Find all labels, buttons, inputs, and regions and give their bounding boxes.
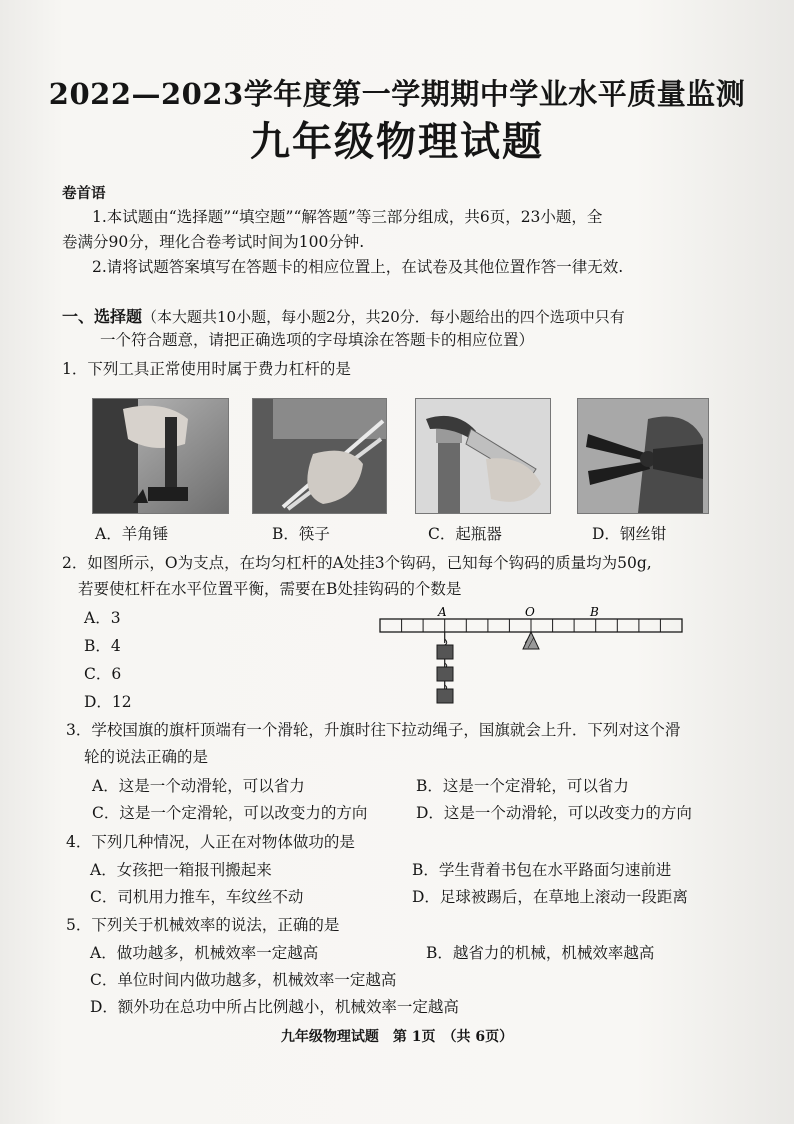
section1-instructions-2: 一个符合题意，请把正确选项的字母填涂在答题卡的相应位置） <box>100 331 535 349</box>
q2-option-c: C．6 <box>84 665 122 683</box>
q5-option-d: D．额外功在总功中所占比例越小，机械效率一定越高 <box>90 998 459 1016</box>
q3-option-a: A．这是一个动滑轮，可以省力 <box>92 777 305 795</box>
section1-instructions: （本大题共10小题，每小题2分，共20分．每小题给出的四个选项中只有 <box>142 308 625 326</box>
q4-option-b: B．学生背着书包在水平路面匀速前进 <box>412 861 672 879</box>
q2-option-b: B．4 <box>84 637 121 655</box>
preface-line-2: 2.请将试题答案填写在答题卡的相应位置上，在试卷及其他位置作答一律无效. <box>92 258 624 276</box>
q1-stem: 1．下列工具正常使用时属于费力杠杆的是 <box>62 360 351 378</box>
label-b: B <box>590 605 599 619</box>
preface-heading: 卷首语 <box>62 185 106 202</box>
q2-stem-line-1: 2．如图所示，O为支点，在均匀杠杆的A处挂3个钩码，已知每个钩码的质量均为50g, <box>62 554 652 572</box>
q2-option-d: D．12 <box>84 693 132 711</box>
q3-option-d: D．这是一个动滑轮，可以改变力的方向 <box>416 804 692 822</box>
hook-weights-icon <box>437 632 453 703</box>
q4-option-d: D．足球被踢后，在草地上滚动一段距离 <box>412 888 688 906</box>
preface-line-1b: 卷满分90分，理化合卷考试时间为100分钟. <box>62 233 365 251</box>
q5-option-a: A．做功越多，机械效率一定越高 <box>90 944 319 962</box>
section1-title: 一、选择题 <box>62 307 143 326</box>
q1-option-d: D．钢丝钳 <box>592 525 667 543</box>
q5-option-c: C．单位时间内做功越多，机械效率一定越高 <box>90 971 397 989</box>
fulcrum-icon <box>523 632 539 649</box>
q3-option-c: C．这是一个定滑轮，可以改变力的方向 <box>92 804 368 822</box>
q1-option-c: C．起瓶器 <box>428 525 502 543</box>
q3-option-b: B．这是一个定滑轮，可以省力 <box>416 777 629 795</box>
exam-subtitle: 九年级物理试题 <box>250 118 544 165</box>
q1-photo-chopsticks <box>252 398 387 514</box>
page-footer: 九年级物理试题 第 1页 （共 6页） <box>280 1029 514 1045</box>
q1-option-b: B．筷子 <box>272 525 330 543</box>
label-o: O <box>525 605 535 619</box>
q2-stem-line-2: 若要使杠杆在水平位置平衡，需要在B处挂钩码的个数是 <box>78 580 462 598</box>
section1-heading <box>62 304 625 327</box>
q5-option-b: B．越省力的机械，机械效率越高 <box>426 944 655 962</box>
q3-stem-line-1: 3．学校国旗的旗杆顶端有一个滑轮，升旗时往下拉动绳子，国旗就会上升．下列对这个滑 <box>66 721 681 739</box>
exam-title: 2022—2023学年度第一学期期中学业水平质量监测 <box>48 77 746 111</box>
q4-option-a: A．女孩把一箱报刊搬起来 <box>90 861 272 879</box>
q1-photo-hammer <box>92 398 229 514</box>
q2-lever-diagram <box>378 603 688 708</box>
preface-line-1a: 1.本试题由“选择题”“填空题”“解答题”等三部分组成，共6页，23小题，全 <box>92 208 603 226</box>
q3-stem-line-2: 轮的说法正确的是 <box>84 748 209 766</box>
q1-photo-pliers <box>577 398 709 514</box>
q1-photo-bottle-opener <box>415 398 551 514</box>
lever-bar <box>380 619 682 632</box>
q1-option-a: A．羊角锤 <box>95 525 169 543</box>
q2-option-a: A．3 <box>84 609 121 627</box>
q4-stem: 4．下列几种情况，人正在对物体做功的是 <box>66 833 355 851</box>
q5-stem: 5．下列关于机械效率的说法，正确的是 <box>66 916 340 934</box>
q4-option-c: C．司机用力推车，车纹丝不动 <box>90 888 304 906</box>
label-a: A <box>438 605 447 619</box>
